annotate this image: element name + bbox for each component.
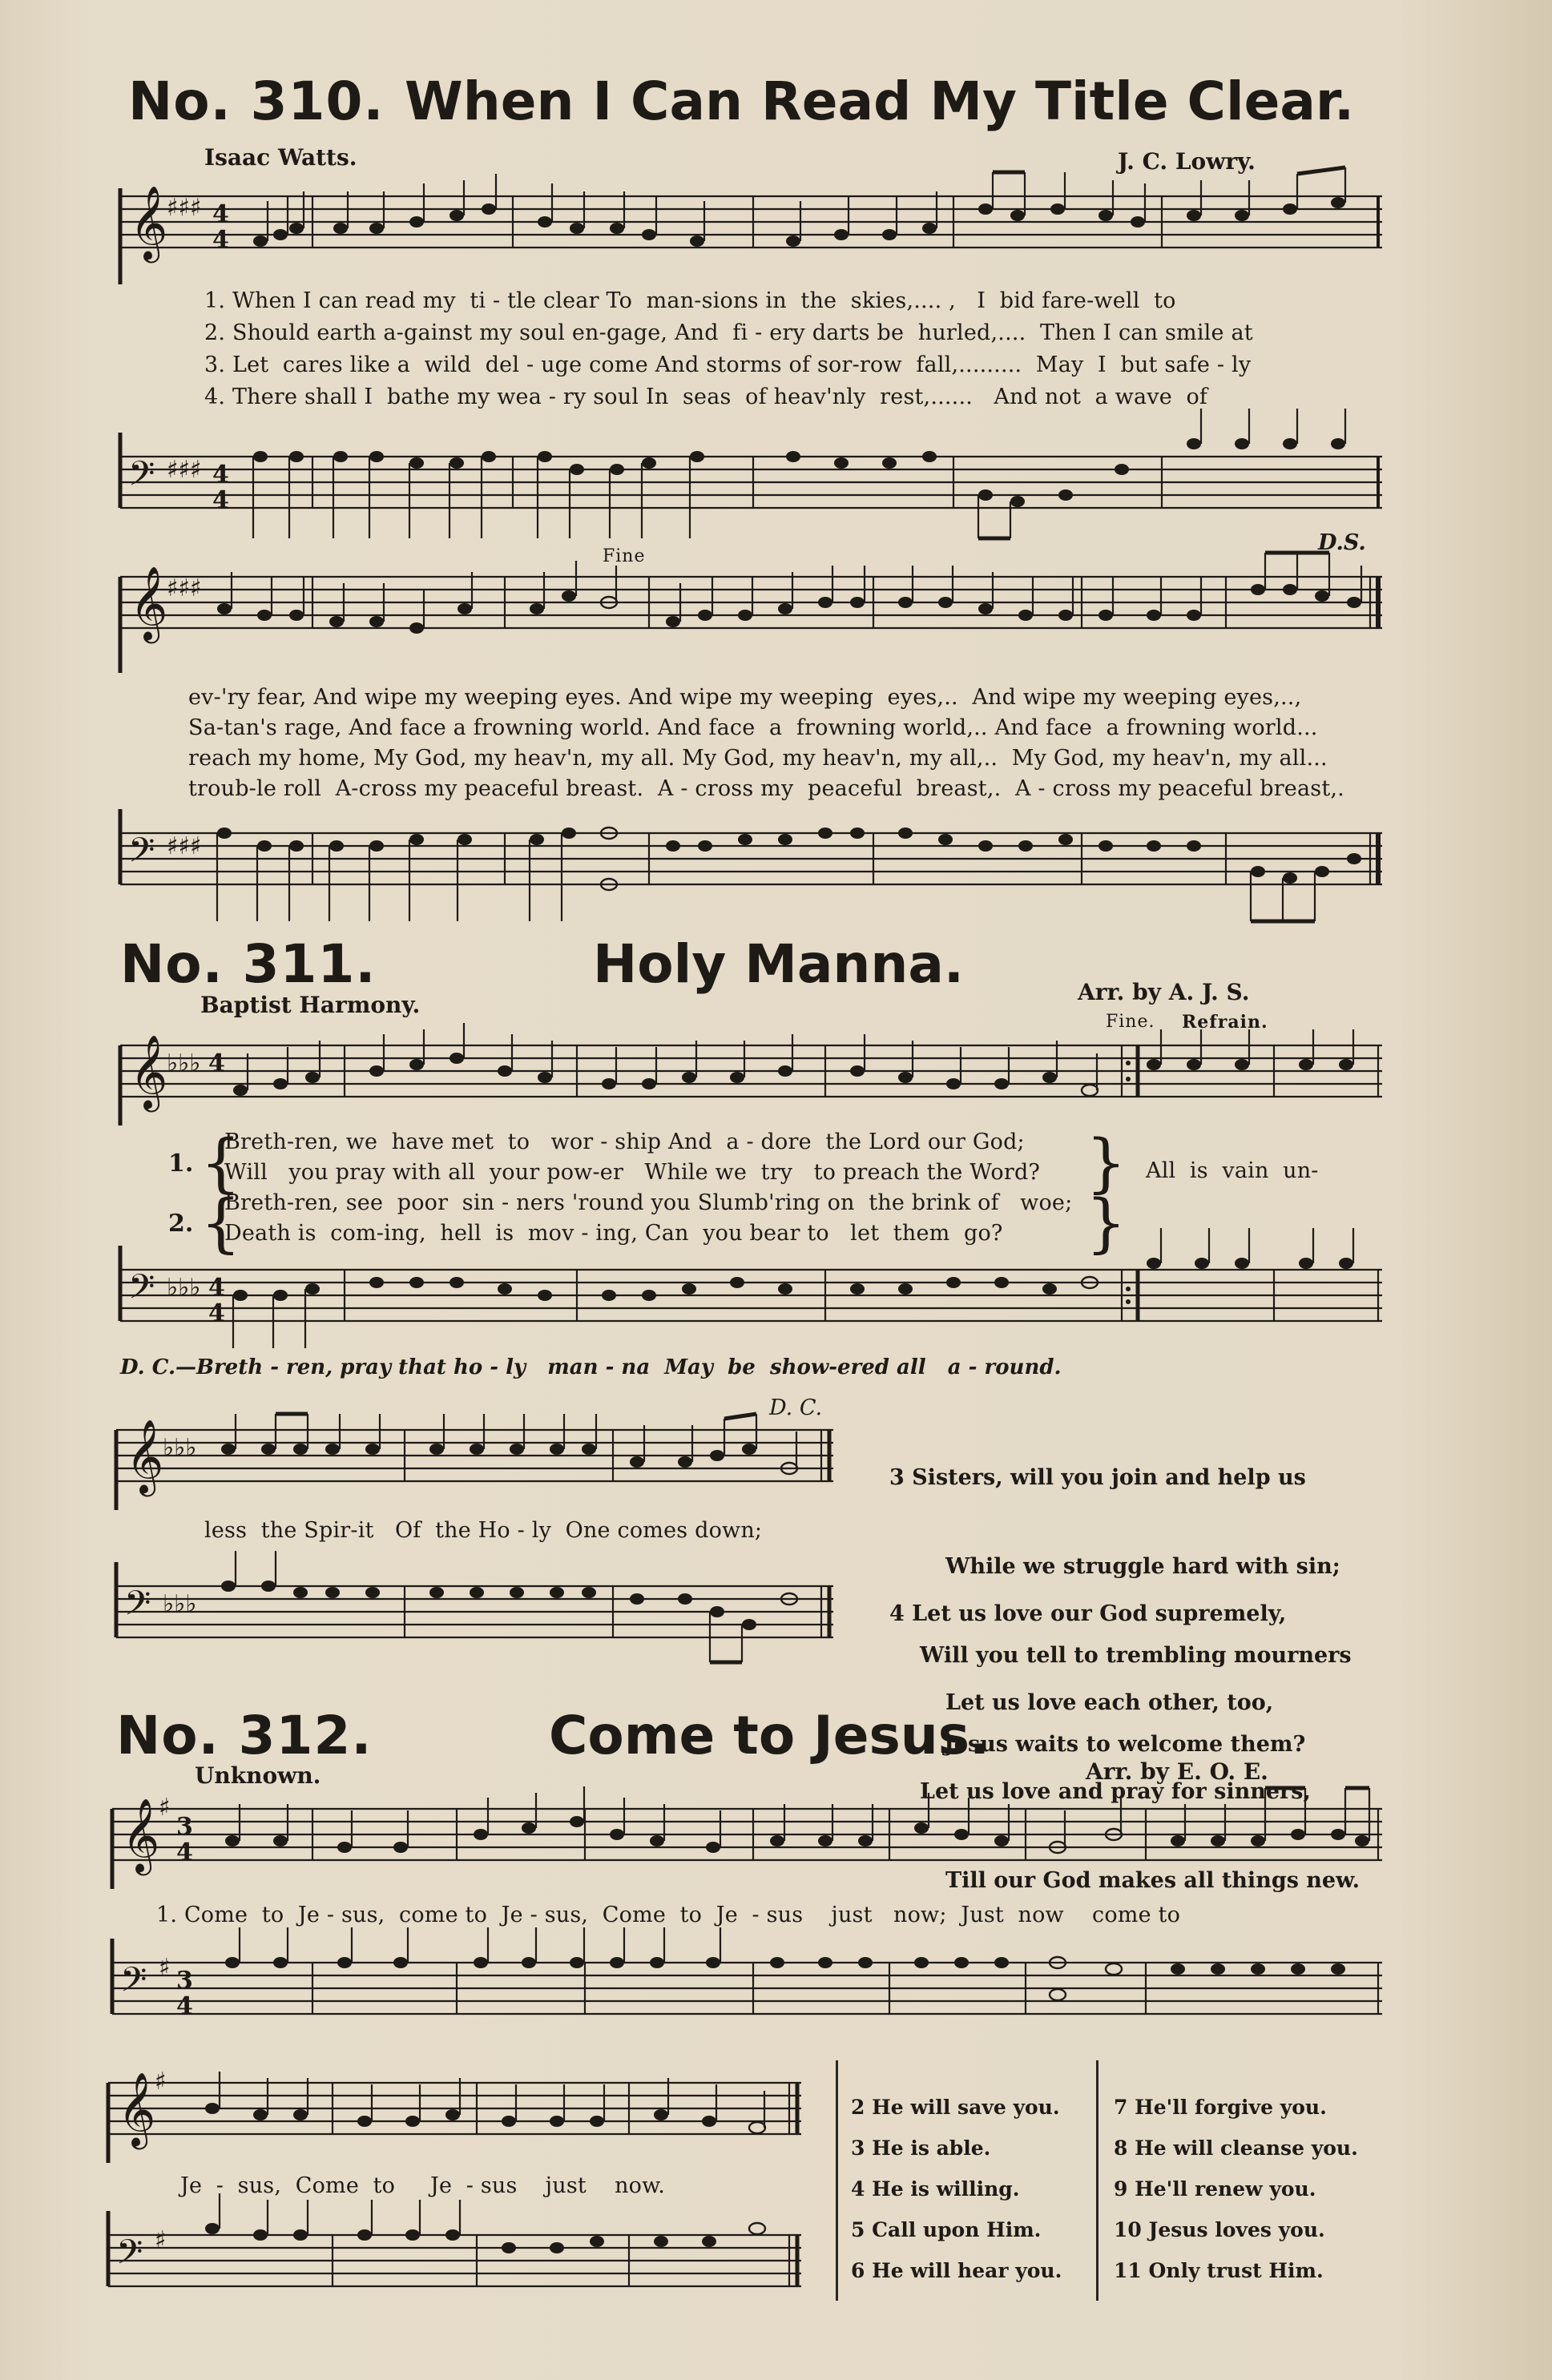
hymn-310-words-credit: Isaac Watts.: [204, 144, 357, 171]
svg-text:𝄢: 𝄢: [128, 454, 155, 502]
hymn-310-number: No. 310.: [128, 70, 385, 132]
hymn-312-verse-2: 2 He will save you.: [851, 2096, 1060, 2119]
hymn-312-title: Come to Jesus.: [549, 1705, 990, 1766]
hymn-312-number: No. 312.: [116, 1705, 373, 1766]
hymn-312-verse-10: 10 Jesus loves you.: [1114, 2218, 1325, 2241]
hymn-311-words-credit: Baptist Harmony.: [200, 992, 421, 1018]
svg-text:𝄞: 𝄞: [130, 185, 168, 260]
svg-text:♭♭♭: ♭♭♭: [163, 1434, 197, 1462]
svg-text:𝄞: 𝄞: [122, 1798, 160, 1872]
verse-column-divider-left: [836, 2060, 838, 2301]
svg-text:𝄞: 𝄞: [130, 566, 168, 640]
hymn-310-verse-1-line-2: ev-'ry fear, And wipe my weeping eyes. And wipe my weeping eyes,.. And wipe my weeping eyes,..,: [188, 685, 1302, 710]
hymn-311-line-2: less the Spir-it Of the Ho - ly One comes down;: [204, 1518, 763, 1543]
svg-text:4: 4: [212, 226, 229, 254]
hymn-311-verse-4-line-3: Let us love and pray for sinners,: [920, 1779, 1311, 1804]
svg-text:𝄢: 𝄢: [116, 2233, 143, 2281]
hymn-310-verse-3-line-1: 3. Let cares like a wild del - uge come And storms of sor-row fall,......... May I but safe - ly: [204, 352, 1252, 377]
svg-text:♯: ♯: [159, 1794, 171, 1822]
svg-text:4: 4: [176, 1992, 193, 2020]
svg-text:𝄢: 𝄢: [124, 1584, 151, 1632]
svg-text:𝄞: 𝄞: [126, 1419, 164, 1493]
svg-text:4: 4: [212, 486, 229, 514]
hymn-311-fine-mark: Fine.: [1106, 1012, 1155, 1032]
hymn-312-bass-staff-1: [112, 1939, 1382, 2035]
hymn-312-verse-5: 5 Call upon Him.: [851, 2218, 1042, 2241]
svg-text:♯: ♯: [159, 1954, 171, 1982]
svg-text:♭♭♭: ♭♭♭: [163, 1590, 197, 1618]
hymn-312-verse-6: 6 He will hear you.: [851, 2259, 1062, 2282]
hymn-311-bass-staff-1: [120, 1246, 1382, 1350]
hymn-311-verse-2-line-1b: Death is com-ing, hell is mov - ing, Can you bear to let them go?: [224, 1221, 1003, 1246]
hymn-312-music-credit: Arr. by E. O. E.: [1086, 1758, 1268, 1785]
svg-text:4: 4: [208, 1049, 225, 1077]
svg-text:𝄞: 𝄞: [130, 1034, 168, 1109]
svg-text:♯♯♯: ♯♯♯: [167, 194, 202, 222]
svg-text:♭♭♭: ♭♭♭: [167, 1274, 201, 1302]
hymn-310-treble-staff-2: [120, 561, 1382, 673]
hymn-311-verse-2-line-1a: Breth-ren, see poor sin - ners 'round you Slumb'ring on the brink of woe;: [224, 1190, 1073, 1215]
hymn-310-verse-2-line-2: Sa-tan's rage, And face a frowning world. And face a frowning world,.. And face a frowning world...: [188, 715, 1318, 740]
hymn-311-verse-1-line-1a: Breth-ren, we have met to wor - ship And a - dore the Lord our God;: [224, 1130, 1025, 1154]
svg-text:♭♭♭: ♭♭♭: [167, 1049, 201, 1077]
hymn-312-verse-9: 9 He'll renew you.: [1114, 2177, 1316, 2201]
hymn-312-treble-staff-1: [112, 1793, 1382, 1889]
hymn-311-treble-staff-1: [120, 1029, 1382, 1126]
svg-text:𝄢: 𝄢: [128, 831, 155, 879]
hymn-311-verse-1-line-1b: Will you pray with all your pow-er While we try to preach the Word?: [224, 1160, 1041, 1185]
hymn-310-bass-staff-2: [120, 809, 1382, 929]
hymn-312-bass-staff-2: [108, 2211, 801, 2307]
hymn-311-verse-3-line-4: Jesus waits to welcome them?: [944, 1732, 1306, 1757]
svg-text:♯♯♯: ♯♯♯: [167, 574, 202, 602]
hymn-312-verse-4: 4 He is willing.: [851, 2177, 1020, 2201]
hymn-310-verse-2-line-1: 2. Should earth a-gainst my soul en-gage, And fi - ery darts be hurled,.... Then I can smile at: [204, 320, 1253, 345]
hymn-310-verse-3-line-2: reach my home, My God, my heav'n, my all. My God, my heav'n, my all,.. My God, my heav'n, my all...: [188, 746, 1328, 771]
svg-text:3: 3: [176, 1813, 193, 1841]
hymn-310-verse-4-line-2: troub-le roll A-cross my peaceful breast. A - cross my peaceful breast,. A - cross my peaceful breast,.: [188, 776, 1344, 801]
verse-1-brace-icon: {: [200, 1126, 241, 1200]
hymn-311-verse-2-number: 2.: [168, 1210, 194, 1238]
hymn-311-verse-4-line-1: 4 Let us love our God supremely,: [889, 1601, 1287, 1626]
verse-2-brace-icon: {: [200, 1186, 241, 1260]
hymn-310-fine-mark: Fine: [603, 546, 646, 566]
hymn-310-title: When I Can Read My Title Clear.: [405, 70, 1355, 132]
hymn-312-verses-right: [1114, 2087, 1358, 2291]
svg-text:4: 4: [212, 461, 229, 489]
svg-text:𝄞: 𝄞: [118, 2072, 156, 2146]
hymn-312-words-credit: Unknown.: [195, 1762, 321, 1789]
verse-2-close-brace-icon: }: [1086, 1186, 1127, 1260]
hymn-312-line-1: 1. Come to Je - sus, come to Je - sus, Come to Je - sus just now; Just now come to: [156, 1903, 1181, 1927]
hymn-311-verse-1-number: 1.: [168, 1150, 194, 1178]
hymn-311-verse-4-line-4: Till our God makes all things new.: [945, 1868, 1361, 1893]
hymn-311-refrain-mark: Refrain.: [1182, 1012, 1268, 1033]
svg-text:4: 4: [208, 1299, 225, 1327]
hymn-310-verse-1-line-1: 1. When I can read my ti - tle clear To man-sions in the skies,.... , I bid fare-well to: [204, 288, 1176, 313]
hymn-311-title: Holy Manna.: [593, 933, 964, 995]
hymn-312-verse-8: 8 He will cleanse you.: [1114, 2136, 1358, 2160]
svg-text:4: 4: [208, 1274, 225, 1302]
svg-text:♯: ♯: [155, 2226, 167, 2254]
verse-column-divider-right: [1096, 2060, 1098, 2301]
svg-text:♯♯♯: ♯♯♯: [167, 832, 202, 860]
hymn-312-treble-staff-2: [108, 2067, 801, 2163]
hymn-312-verse-3: 3 He is able.: [851, 2136, 991, 2160]
hymn-311-dc-line: D. C.—Breth - ren, pray that ho - ly man - na May be show-ered all a - round.: [120, 1355, 1062, 1379]
svg-text:4: 4: [176, 1838, 193, 1867]
hymn-312-line-2: Je - sus, Come to Je - sus just now.: [180, 2173, 666, 2198]
hymn-310-ds-mark: D.S.: [1318, 530, 1366, 555]
svg-text:♯♯♯: ♯♯♯: [167, 456, 202, 484]
hymn-311-dc-mark: D. C.: [769, 1395, 823, 1420]
svg-text:♯: ♯: [155, 2068, 167, 2096]
hymn-310-treble-staff-1: [120, 180, 1382, 284]
hymn-311-number: No. 311.: [120, 933, 377, 995]
hymn-311-music-credit: Arr. by A. J. S.: [1078, 979, 1250, 1005]
hymn-311-treble-staff-2: [116, 1414, 833, 1510]
hymn-311-verse-3-line-2: While we struggle hard with sin;: [945, 1554, 1340, 1579]
hymn-310-music-credit: J. C. Lowry.: [1118, 148, 1256, 175]
hymn-312-verse-7: 7 He'll forgive you.: [1114, 2096, 1327, 2119]
hymn-311-verse-4-line-2: Let us love each other, too,: [945, 1690, 1274, 1715]
hymn-312-verses-left: [851, 2087, 1062, 2291]
hymn-311-verse-3-line-1: 3 Sisters, will you join and help us: [889, 1465, 1306, 1490]
verse-1-close-brace-icon: }: [1086, 1126, 1127, 1200]
hymn-312-verse-11: 11 Only trust Him.: [1114, 2259, 1324, 2282]
hymn-311-refrain-line-1: All is vain un-: [1146, 1158, 1319, 1183]
svg-text:4: 4: [212, 200, 229, 228]
svg-text:𝄢: 𝄢: [120, 1960, 147, 2008]
hymn-310-bass-staff-1: [120, 433, 1382, 545]
svg-text:𝄢: 𝄢: [128, 1267, 155, 1315]
hymn-311-verse-3-line-3: Will you tell to trembling mourners: [920, 1643, 1352, 1668]
svg-text:3: 3: [176, 1967, 193, 1995]
hymn-311-bass-staff-2: [116, 1562, 833, 1666]
hymn-310-verse-4-line-1: 4. There shall I bathe my wea - ry soul In seas of heav'nly rest,...... And not a wave of: [204, 385, 1208, 409]
